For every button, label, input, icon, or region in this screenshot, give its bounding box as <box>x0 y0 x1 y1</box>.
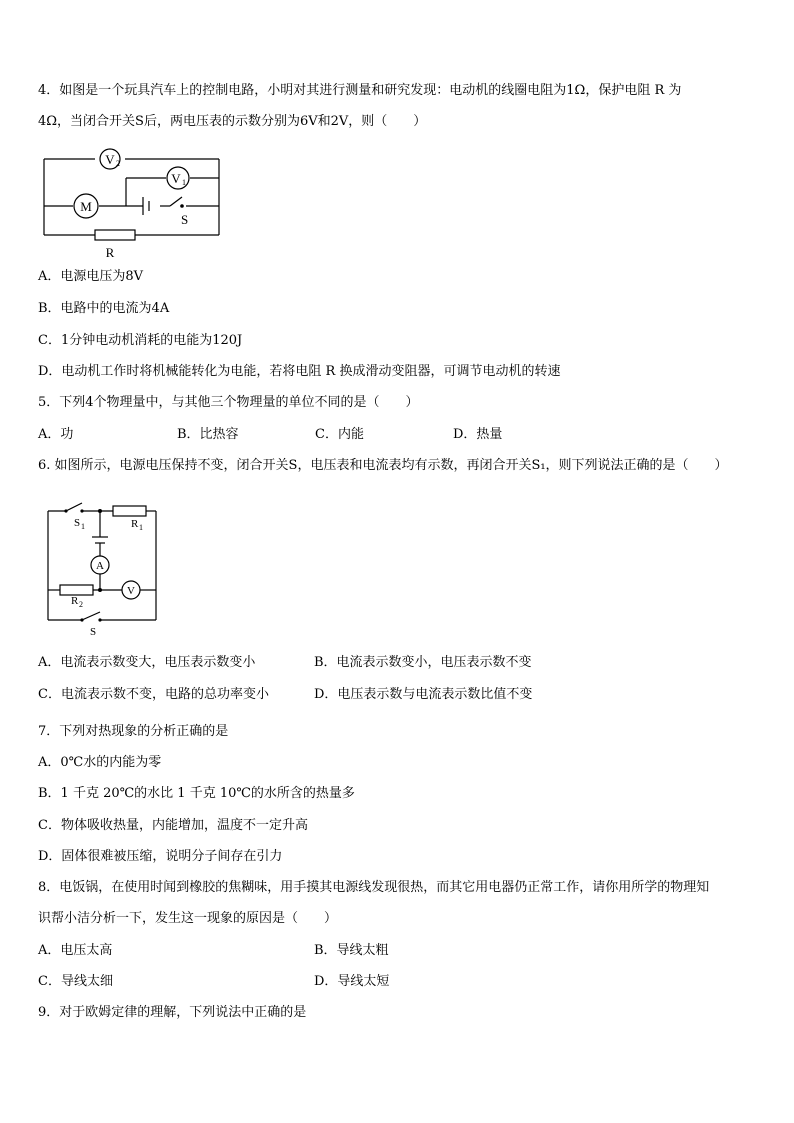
q6-r1-label: R <box>131 518 139 530</box>
q4-switch-pivot-icon <box>180 204 184 208</box>
q6-option-c: C．电流表示数不变，电路的总功率变小 <box>38 687 269 702</box>
q7-option-b: B．1 千克 20℃的水比 1 千克 10℃的水所含的热量多 <box>38 786 355 801</box>
q6-ammeter-label: A <box>96 560 104 572</box>
q6-voltmeter-label: V <box>127 585 135 597</box>
q6-option-d: D．电压表示数与电流表示数比值不变 <box>314 687 533 702</box>
q4-stem-line1: 4．如图是一个玩具汽车上的控制电路，小明对其进行测量和研究发现：电动机的线圈电阻为1Ω，保护电阻 R 为 <box>38 83 682 98</box>
q6-s1-label: S <box>74 517 81 529</box>
q8-option-a: A．电压太高 <box>38 943 113 958</box>
q4-option-d: D．电动机工作时将机械能转化为电能，若将电阻 R 换成滑动变阻器，可调节电动机的转速 <box>38 364 561 379</box>
q6-r2-label: R <box>71 595 79 607</box>
q4-option-b: B．电路中的电流为4A <box>38 301 170 316</box>
q6-option-a: A．电流表示数变大，电压表示数变小 <box>38 655 256 670</box>
q4-v1-sub: 1 <box>182 178 186 187</box>
q6-s1-sub: 1 <box>81 522 85 531</box>
q4-switch-label: S <box>181 212 189 227</box>
q8-stem-line1: 8．电饭锅，在使用时闻到橡胶的焦糊味，用手摸其电源线发现很热，而其它用电器仍正常工作，请你用所学的物理知 <box>38 880 710 895</box>
q4-circuit-diagram <box>38 145 228 260</box>
q6-circuit-diagram <box>38 500 168 640</box>
q8-option-d: D．导线太短 <box>314 974 390 989</box>
q4-motor-label: M <box>80 199 92 214</box>
q7-option-d: D．固体很难被压缩，说明分子间存在引力 <box>38 849 283 864</box>
q5-option-a: A．功 <box>38 427 74 442</box>
q4-v1-label: V <box>171 171 181 186</box>
q7-option-a: A．0℃水的内能为零 <box>38 755 162 770</box>
q6-s-label: S <box>90 626 97 638</box>
q6-option-b: B．电流表示数变小，电压表示数不变 <box>314 655 532 670</box>
q4-v2-label: V <box>105 152 115 167</box>
q5-option-d: D．热量 <box>453 427 503 442</box>
q4-resistor-label: R <box>105 245 115 260</box>
q4-option-a: A．电源电压为8V <box>38 269 144 284</box>
q8-option-c: C．导线太细 <box>38 974 113 989</box>
q7-stem: 7．下列对热现象的分析正确的是 <box>38 724 229 739</box>
q4-stem-line2: 4Ω，当闭合开关S后，两电压表的示数分别为6V和2V，则（ ） <box>38 114 427 129</box>
q5-option-b: B．比热容 <box>177 427 239 442</box>
q5-option-c: C．内能 <box>315 427 364 442</box>
q7-option-c: C．物体吸收热量，内能增加，温度不一定升高 <box>38 818 308 833</box>
q8-stem-line2: 识帮小洁分析一下，发生这一现象的原因是（ ） <box>38 911 338 926</box>
q8-option-b: B．导线太粗 <box>314 943 389 958</box>
q6-r2-sub: 2 <box>79 600 83 609</box>
q4-option-c: C．1分钟电动机消耗的电能为120J <box>38 333 243 348</box>
q4-v2-sub: 2 <box>116 159 120 168</box>
q6-stem: 6. 如图所示，电源电压保持不变，闭合开关S，电压表和电流表均有示数，再闭合开关S₁，则下列说法正确的是（ ） <box>38 458 728 473</box>
q6-r1-sub: 1 <box>139 523 143 532</box>
q9-stem: 9．对于欧姆定律的理解，下列说法中正确的是 <box>38 1005 307 1020</box>
q5-stem: 5．下列4个物理量中，与其他三个物理量的单位不同的是（ ） <box>38 395 419 410</box>
